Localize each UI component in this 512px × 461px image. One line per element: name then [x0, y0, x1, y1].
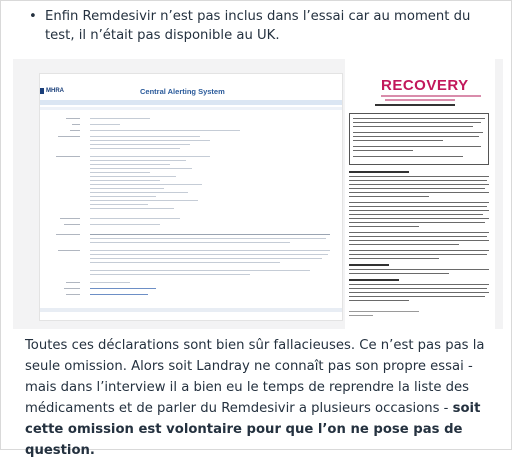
field-link — [90, 294, 148, 295]
field-value — [90, 274, 250, 275]
field-value — [90, 192, 188, 193]
field-value — [90, 242, 290, 243]
text-line — [349, 214, 483, 215]
field-value — [90, 136, 200, 137]
text-line — [349, 296, 485, 297]
paragraph-text: Toutes ces déclarations sont bien sûr fallacieuses. Ce n’est pas pas la seule omission. Alors soit Landray ne connaît pas son propre essai - mais dans l’interview il a bien eu le temps de reprendre la liste des médicaments et de parler du Remdesivir a plusieurs occasions - — [25, 338, 485, 416]
field-label — [64, 288, 80, 289]
footer-line — [349, 311, 419, 312]
embedded-screenshot — [13, 59, 503, 329]
box-line — [353, 146, 481, 147]
text-line — [349, 284, 489, 285]
field-value — [90, 262, 280, 263]
field-value — [90, 148, 180, 149]
text-line — [349, 292, 489, 293]
text-line — [349, 226, 419, 227]
box-line — [353, 126, 473, 127]
field-value — [90, 200, 198, 201]
field-value — [90, 160, 186, 161]
section-heading — [349, 171, 409, 173]
bullet-item — [29, 7, 499, 45]
recovery-heading — [375, 104, 455, 106]
recovery-subtitle — [381, 95, 481, 97]
field-value — [90, 188, 164, 189]
text-line — [349, 300, 409, 301]
text-line — [349, 288, 487, 289]
field-value — [90, 124, 120, 125]
field-label — [64, 224, 80, 225]
bullet-dot-icon: • — [29, 9, 37, 24]
field-value — [90, 176, 176, 177]
field-value — [90, 234, 330, 235]
field-label — [72, 124, 80, 125]
recovery-logo: RECOVERY — [381, 77, 469, 94]
field-label — [70, 130, 80, 131]
box-line — [353, 156, 463, 157]
field-label — [56, 234, 80, 235]
text-line — [349, 218, 489, 219]
field-value — [90, 164, 170, 165]
text-line — [349, 236, 487, 237]
section-heading — [349, 279, 399, 281]
mhra-alert-document — [39, 73, 343, 321]
mhra-logo-icon — [40, 88, 44, 94]
text-line — [349, 184, 489, 185]
cas-header-band — [40, 100, 342, 105]
field-value — [90, 270, 310, 271]
box-line — [353, 136, 479, 137]
paragraph-bold-text: soit cette omission est volontaire pour que l’on ne pose pas de question. — [25, 401, 481, 458]
text-line — [349, 250, 489, 251]
field-label — [58, 136, 80, 137]
cas-subheader-band — [40, 107, 342, 110]
recovery-notice-box — [349, 113, 489, 165]
text-line — [349, 192, 489, 193]
field-value — [90, 204, 148, 205]
field-value — [90, 172, 150, 173]
field-value — [90, 196, 156, 197]
field-value — [90, 250, 330, 251]
section-heading — [349, 264, 389, 266]
box-line — [353, 118, 485, 119]
field-value — [90, 184, 202, 185]
text-line — [349, 254, 487, 255]
text-line — [349, 210, 489, 211]
field-link — [90, 288, 156, 289]
text-line — [349, 232, 489, 233]
field-value — [90, 180, 160, 181]
text-line — [349, 206, 487, 207]
box-line — [353, 150, 413, 151]
field-value — [90, 140, 210, 141]
field-label — [58, 250, 80, 251]
cas-title: Central Alerting System — [140, 87, 225, 96]
field-value — [90, 258, 322, 259]
text-line — [349, 202, 489, 203]
text-line — [349, 244, 459, 245]
text-line — [349, 240, 489, 241]
bullet-text: Enfin Remdesivir n’est pas inclus dans l’essai car au moment du test, il n’était pas disponible au UK. — [45, 9, 471, 43]
field-label — [56, 156, 80, 157]
box-line — [353, 132, 483, 133]
box-line — [353, 122, 481, 123]
field-value — [90, 156, 210, 157]
field-value — [90, 130, 240, 131]
text-line — [349, 180, 487, 181]
field-value — [90, 238, 326, 239]
text-line — [349, 222, 485, 223]
text-line — [349, 188, 485, 189]
field-value — [90, 254, 328, 255]
mhra-logo-text: MHRA — [46, 88, 64, 94]
text-line — [349, 196, 429, 197]
field-label — [66, 294, 80, 295]
field-label — [66, 118, 80, 119]
field-label — [66, 282, 80, 283]
field-value — [90, 218, 180, 219]
text-line — [349, 258, 439, 259]
text-line — [349, 176, 489, 177]
field-label — [60, 218, 80, 219]
field-value — [90, 224, 160, 225]
text-line — [349, 269, 489, 270]
field-value — [90, 144, 190, 145]
cas-footer-band — [40, 308, 342, 312]
recovery-document — [345, 59, 495, 329]
field-value — [90, 118, 150, 119]
box-line — [353, 140, 443, 141]
field-value — [90, 168, 192, 169]
body-paragraph — [25, 335, 495, 461]
field-value — [90, 208, 174, 209]
text-line — [349, 273, 449, 274]
footer-line — [349, 315, 373, 316]
recovery-subtitle-2 — [385, 99, 455, 101]
field-value — [90, 282, 130, 283]
